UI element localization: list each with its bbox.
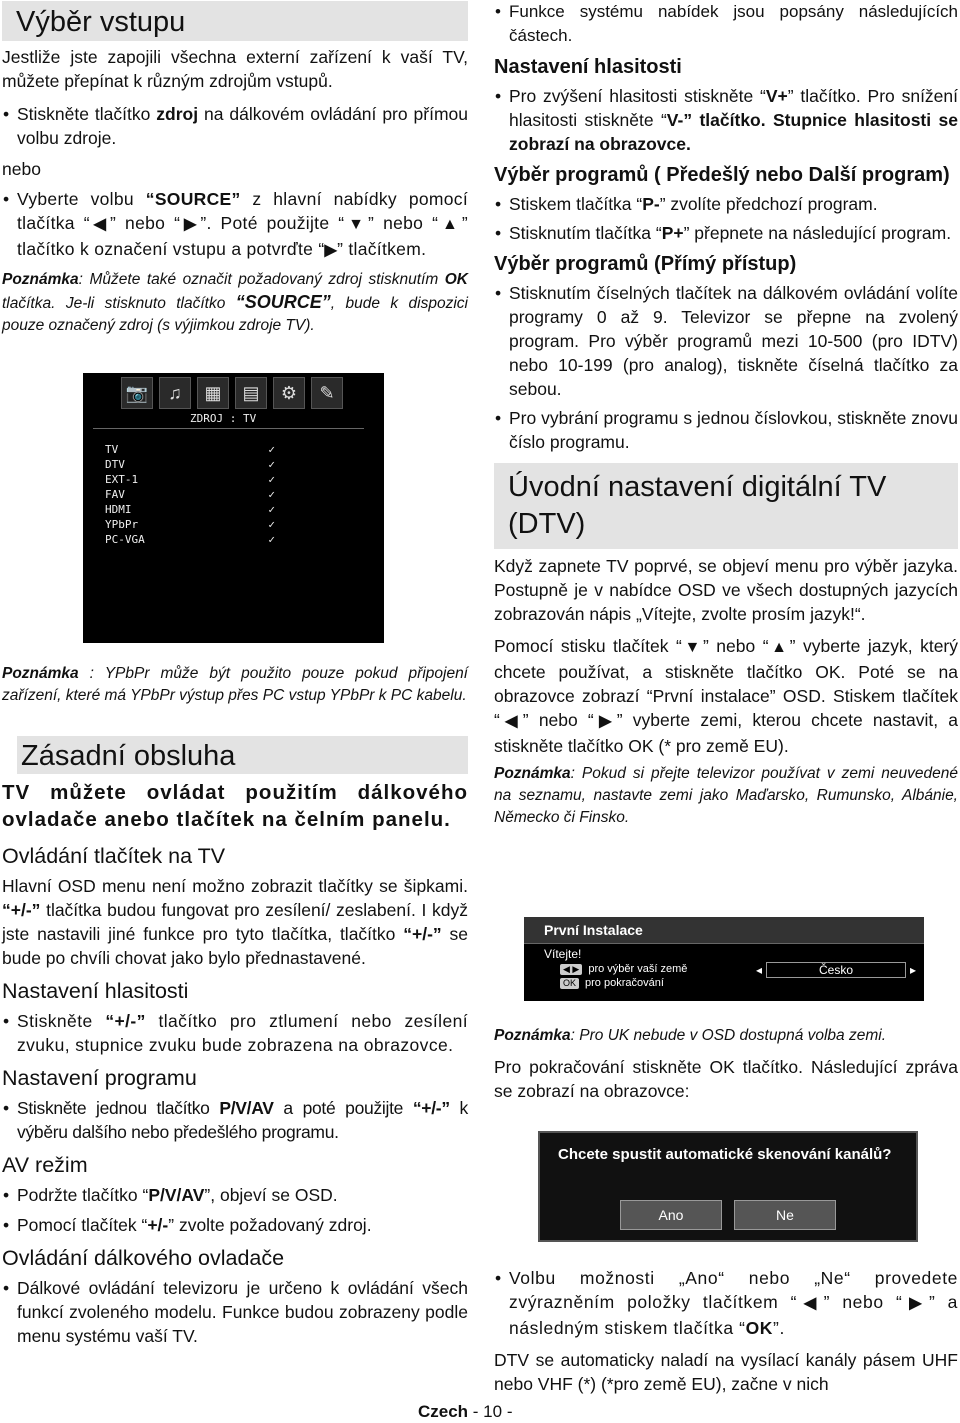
check-icon: ✓ (268, 518, 275, 531)
hint-row-select: ◀ ▶ pro výběr vaší země (560, 963, 687, 975)
footer-language: Czech (418, 1402, 469, 1421)
left-arrow-icon: ◀ (499, 713, 523, 730)
right-arrow-icon: ▶ (324, 242, 338, 259)
settings-icon: ⚙ (273, 377, 305, 409)
av-bullet-2: • Pomocí tlačítek “+/-” zvolte požadovaný zdroj. (2, 1213, 468, 1237)
source-icon: ✎ (311, 377, 343, 409)
dtv-paragraph-1: Když zapnete TV poprvé, se objeví menu pro výběr jazyka. Postupně je v nabídce OSD ve všech dostupných jazycích zobrazován nápis „Vítejte, zvolte prosím jazyk!“. (494, 556, 958, 624)
left-arrow-icon: ◀ (89, 216, 110, 233)
check-icon: ✓ (268, 533, 275, 546)
volume-bullet: • Stiskněte “+/-” tlačítko pro ztlumení nebo zesílení zvuku, stupnice zvuku bude zobrazena na obrazovce. (2, 1009, 468, 1057)
note-country: Poznámka: Pokud si přejte televizor používat v zemi neuvedené na seznamu, nastavte zemi jako Maďarsko, Rumunsko, Albánie, Německo či Finsko. (494, 765, 958, 826)
note-ypbpr: Poznámka : YPbPr může být použito pouze pokud připojení zařízení, které má YPbPr výstup přes PC vstup YPbPr k PC kabelu. (2, 665, 468, 704)
menu-bullet: • Vyberte volbu “SOURCE” z hlavní nabídky pomocí tlačítka “◀” nebo “▶”. Poté použijte “▼” nebo “▲” tlačítko k označení vstupu a potvrďte “▶” tlačítkem. (2, 187, 468, 263)
menu-title: ZDROJ : TV (190, 412, 257, 425)
install-icon: ▤ (235, 377, 267, 409)
up-arrow-icon: ▲ (438, 216, 462, 233)
direct-bullet-1: • Stisknutím číselných tlačítek na dálkovém ovládání volíte programy 0 až 9. Televizor se přepne na zvolený program. Pro výběr programů mezi 10-500 (pro IDTV) nebo 10-199 (pro analog), tiskněte číselná tlačítko za sebou. (494, 281, 958, 401)
source-item-label: DTV (105, 458, 125, 471)
source-list (105, 442, 275, 547)
note-uk: Poznámka: Pro UK nebude v OSD dostupná volba zemi. (494, 1027, 887, 1044)
av-bullet-1: • Podržte tlačítko “P/V/AV”, objeví se OSD. (2, 1183, 468, 1207)
source-item[interactable] (105, 442, 275, 457)
menu-functions-bullet: • Funkce systému nabídek jsou popsány následujících částech. (494, 0, 958, 48)
prev-bullet: • Stiskem tlačítka “P-” zvolíte předchozí program. (494, 192, 958, 216)
source-item-label: HDMI (105, 503, 132, 516)
country-value: Česko (766, 962, 906, 978)
menu-icon-bar (121, 377, 343, 411)
or-text: nebo (2, 159, 41, 179)
tv-buttons-text: Hlavní OSD menu není možno zobrazit tlačítky se šipkami. “+/-” tlačítka budou fungovat pro zesílení/ zeslabení. I když jste nastavili jiné funkce pro tyto tlačítka, tlačítko “+/-” se bude po chvíli chovat jako bylo přednastavené. (2, 876, 468, 968)
down-arrow-icon: ▼ (681, 639, 703, 656)
dtv-paragraph-2: Pomocí stisku tlačítek “▼” nebo “▲” vyberte jazyk, který chcete používat, a stiskněte tlačítko OK. Poté se na obrazovce zobrazí “První instalace” OSD. Stiskem tlačítek “◀” nebo “▶” vyberte zemi, kterou chcete nastavit, a stiskněte tlačítko OK (* pro země EU). (494, 636, 958, 756)
volume-right-bullet: • Pro zvýšení hlasitosti stiskněte “V+” tlačítko. Pro snížení hlasitosti stiskněte “V-” tlačítko. Stupnice hlasitosti se zobrazí na obrazovce. (494, 84, 958, 156)
basic-operation-block (17, 736, 468, 774)
scan-question: Chcete spustit automatické skenování kanálů? (558, 1146, 892, 1163)
page-footer (418, 1402, 512, 1422)
source-item[interactable] (105, 457, 275, 472)
right-arrow-icon: ▶ (593, 713, 617, 730)
welcome-text: Vítejte! (544, 947, 582, 961)
heading-av-mode: AV režim (2, 1153, 88, 1177)
program-bullet: • Stiskněte jednou tlačítko P/V/AV a poté použijte “+/-” k výběru dalšího nebo předešlého programu. (2, 1096, 468, 1144)
heading-tv-buttons: Ovládání tlačítek na TV (2, 844, 226, 868)
sound-icon: ♫ (159, 377, 191, 409)
check-icon: ✓ (268, 503, 275, 516)
right-arrow-icon: ▶ (902, 1295, 929, 1312)
first-install-title: První Instalace (524, 917, 924, 944)
dtv-autotune-paragraph: DTV se automaticky naladí na vysílací kanály pásem UHF nebo VHF (*) (*pro země EU), začne v nich (494, 1350, 958, 1394)
auto-scan-dialog (538, 1131, 918, 1242)
source-item[interactable] (105, 472, 275, 487)
operation-lead: TV můžete ovládat použitím dálkového ovladače anebo tlačítek na čelním panelu. (2, 781, 468, 831)
yes-button[interactable]: Ano (620, 1200, 722, 1230)
first-install-osd (524, 917, 924, 1001)
check-icon: ✓ (268, 488, 275, 501)
source-item-label: FAV (105, 488, 125, 501)
page-number: - 10 - (468, 1402, 513, 1421)
source-item[interactable] (105, 532, 275, 547)
source-item-label: TV (105, 443, 119, 456)
down-arrow-icon: ▼ (344, 216, 369, 233)
check-icon: ✓ (268, 443, 275, 456)
up-arrow-icon: ▲ (768, 639, 790, 656)
continue-paragraph: Pro pokračování stiskněte OK tlačítko. Následující zpráva se zobrazí na obrazovce: (494, 1057, 958, 1101)
section-title-basic-operation: Zásadní obsluha (17, 736, 468, 774)
right-arrow-icon[interactable]: ▸ (909, 963, 916, 977)
right-arrow-icon: ▶ (180, 216, 201, 233)
heading-volume-right: Nastavení hlasitosti (494, 56, 682, 78)
source-item[interactable] (105, 517, 275, 532)
check-icon: ✓ (268, 458, 275, 471)
left-right-key-icon: ◀ ▶ (560, 964, 582, 975)
source-item-label: PC-VGA (105, 533, 145, 546)
remote-bullet: • Dálkové ovládání televizoru je určeno k ovládání všech funkcí zvoleného modelu. Funkce budou zobrazeny podle menu systému vaší TV. (2, 1276, 468, 1348)
direct-bullet-2: • Pro vybrání programu s jednou číslovkou, stiskněte znovu číslo programu. (494, 406, 958, 454)
features-icon: ▦ (197, 377, 229, 409)
source-item[interactable] (105, 487, 275, 502)
check-icon: ✓ (268, 473, 275, 486)
ok-key-icon: OK (560, 978, 579, 989)
left-arrow-icon: ◀ (797, 1295, 824, 1312)
section-title-input-select: Výběr vstupu (2, 1, 468, 41)
heading-prev-next: Výběr programů ( Předešlý nebo Další program) (494, 164, 950, 186)
section-title-dtv: Úvodní nastavení digitální TV (DTV) (494, 463, 958, 549)
heading-direct: Výběr programů (Přímý přístup) (494, 253, 797, 275)
source-item-label: YPbPr (105, 518, 139, 531)
heading-program: Nastavení programu (2, 1066, 197, 1090)
menu-divider (93, 428, 364, 429)
source-menu-screenshot (83, 373, 384, 643)
left-arrow-icon[interactable]: ◂ (756, 963, 763, 977)
next-bullet: • Stisknutím tlačítka “P+” přepnete na následující program. (494, 221, 958, 245)
yes-no-bullet: • Volbu možnosti „Ano“ nebo „Ne“ provedete zvýrazněním položky tlačítkem “◀” nebo “▶” a následným stiskem tlačítka “OK”. (494, 1266, 958, 1340)
intro-paragraph: Jestliže jste zapojili všechna externí zařízení k vaší TV, můžete přepínat k různým zdrojům vstupů. (2, 47, 468, 91)
country-selector[interactable] (756, 962, 916, 978)
source-item[interactable] (105, 502, 275, 517)
hint-row-ok: OK pro pokračování (560, 977, 664, 989)
no-button[interactable]: Ne (734, 1200, 836, 1230)
heading-remote: Ovládání dálkového ovladače (2, 1246, 285, 1270)
source-item-label: EXT-1 (105, 473, 139, 486)
heading-volume: Nastavení hlasitosti (2, 979, 189, 1003)
picture-icon: 📷 (121, 377, 153, 409)
source-bullet: • Stiskněte tlačítko zdroj na dálkovém ovládání pro přímou volbu zdroje. (2, 102, 468, 150)
note-source: Poznámka: Můžete také označit požadovaný zdroj stisknutím OK tlačítka. Je-li stisknuto tlačítko “SOURCE”, bude k dispozici pouze označený zdroj (s výjimkou zdroje TV). (2, 271, 469, 334)
